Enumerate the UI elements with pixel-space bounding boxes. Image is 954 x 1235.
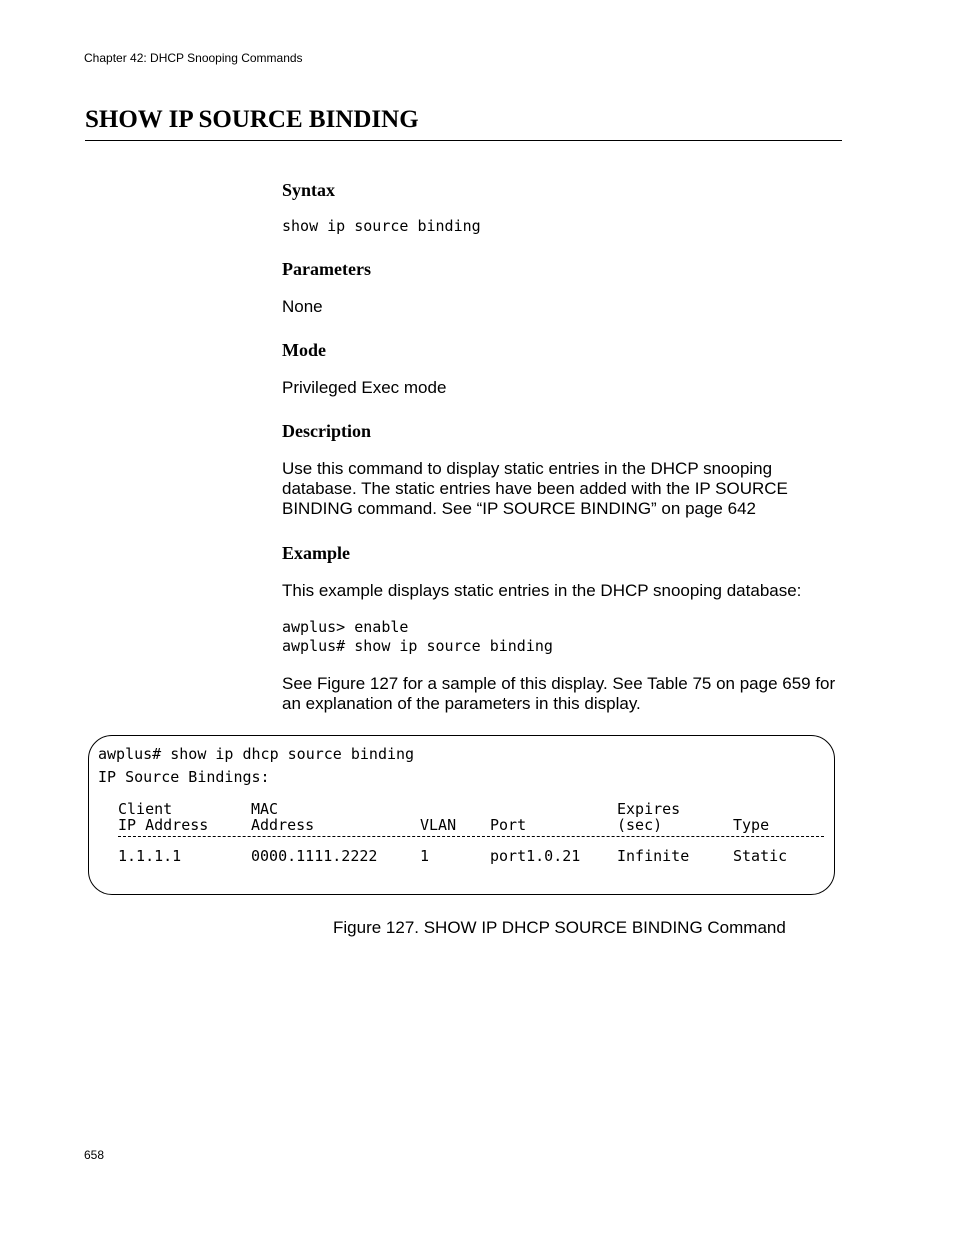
cell-vlan: 1 xyxy=(420,847,430,865)
page-title: SHOW IP SOURCE BINDING xyxy=(85,106,419,133)
cell-port: port1.0.21 xyxy=(490,847,581,865)
figure-subtitle: IP Source Bindings: xyxy=(98,768,270,786)
syntax-code: show ip source binding xyxy=(282,217,481,235)
cell-type: Static xyxy=(733,847,788,865)
example-command: awplus# show ip source binding xyxy=(282,637,553,655)
page-number: 658 xyxy=(84,1148,105,1162)
figure-caption: Figure 127. SHOW IP DHCP SOURCE BINDING Command xyxy=(333,918,786,937)
column-header-sec: (sec) xyxy=(617,816,663,834)
example-heading: Example xyxy=(282,543,351,563)
column-header-client: Client xyxy=(118,800,173,818)
column-header-type: Type xyxy=(733,816,770,834)
cell-mac-address: 0000.1111.2222 xyxy=(251,847,378,865)
table-separator xyxy=(118,836,824,837)
example-intro: This example displays static entries in the DHCP snooping database: xyxy=(282,581,802,600)
column-header-ip-address: IP Address xyxy=(118,816,209,834)
title-rule xyxy=(85,140,842,141)
mode-heading: Mode xyxy=(282,340,326,360)
column-header-address: Address xyxy=(251,816,315,834)
column-header-vlan: VLAN xyxy=(420,816,457,834)
description-heading: Description xyxy=(282,421,371,441)
column-header-expires: Expires xyxy=(617,800,681,818)
description-text: Use this command to display static entries in the DHCP snooping database. The static entries have been added with the IP SOURCE BINDING command. See “IP SOURCE BINDING” on page 642 xyxy=(282,459,788,518)
figure-command: awplus# show ip dhcp source binding xyxy=(98,745,415,763)
syntax-heading: Syntax xyxy=(282,180,336,200)
example-note: See Figure 127 for a sample of this display. See Table 75 on page 659 for an explanation of the parameters in this display. xyxy=(282,674,836,713)
parameters-text: None xyxy=(282,297,323,316)
column-header-port: Port xyxy=(490,816,527,834)
column-header-mac: MAC xyxy=(251,800,279,818)
example-command: awplus> enable xyxy=(282,618,409,636)
chapter-header: Chapter 42: DHCP Snooping Commands xyxy=(84,51,303,65)
cell-expires: Infinite xyxy=(617,847,690,865)
cell-ip-address: 1.1.1.1 xyxy=(118,847,182,865)
mode-text: Privileged Exec mode xyxy=(282,378,447,397)
parameters-heading: Parameters xyxy=(282,259,371,279)
